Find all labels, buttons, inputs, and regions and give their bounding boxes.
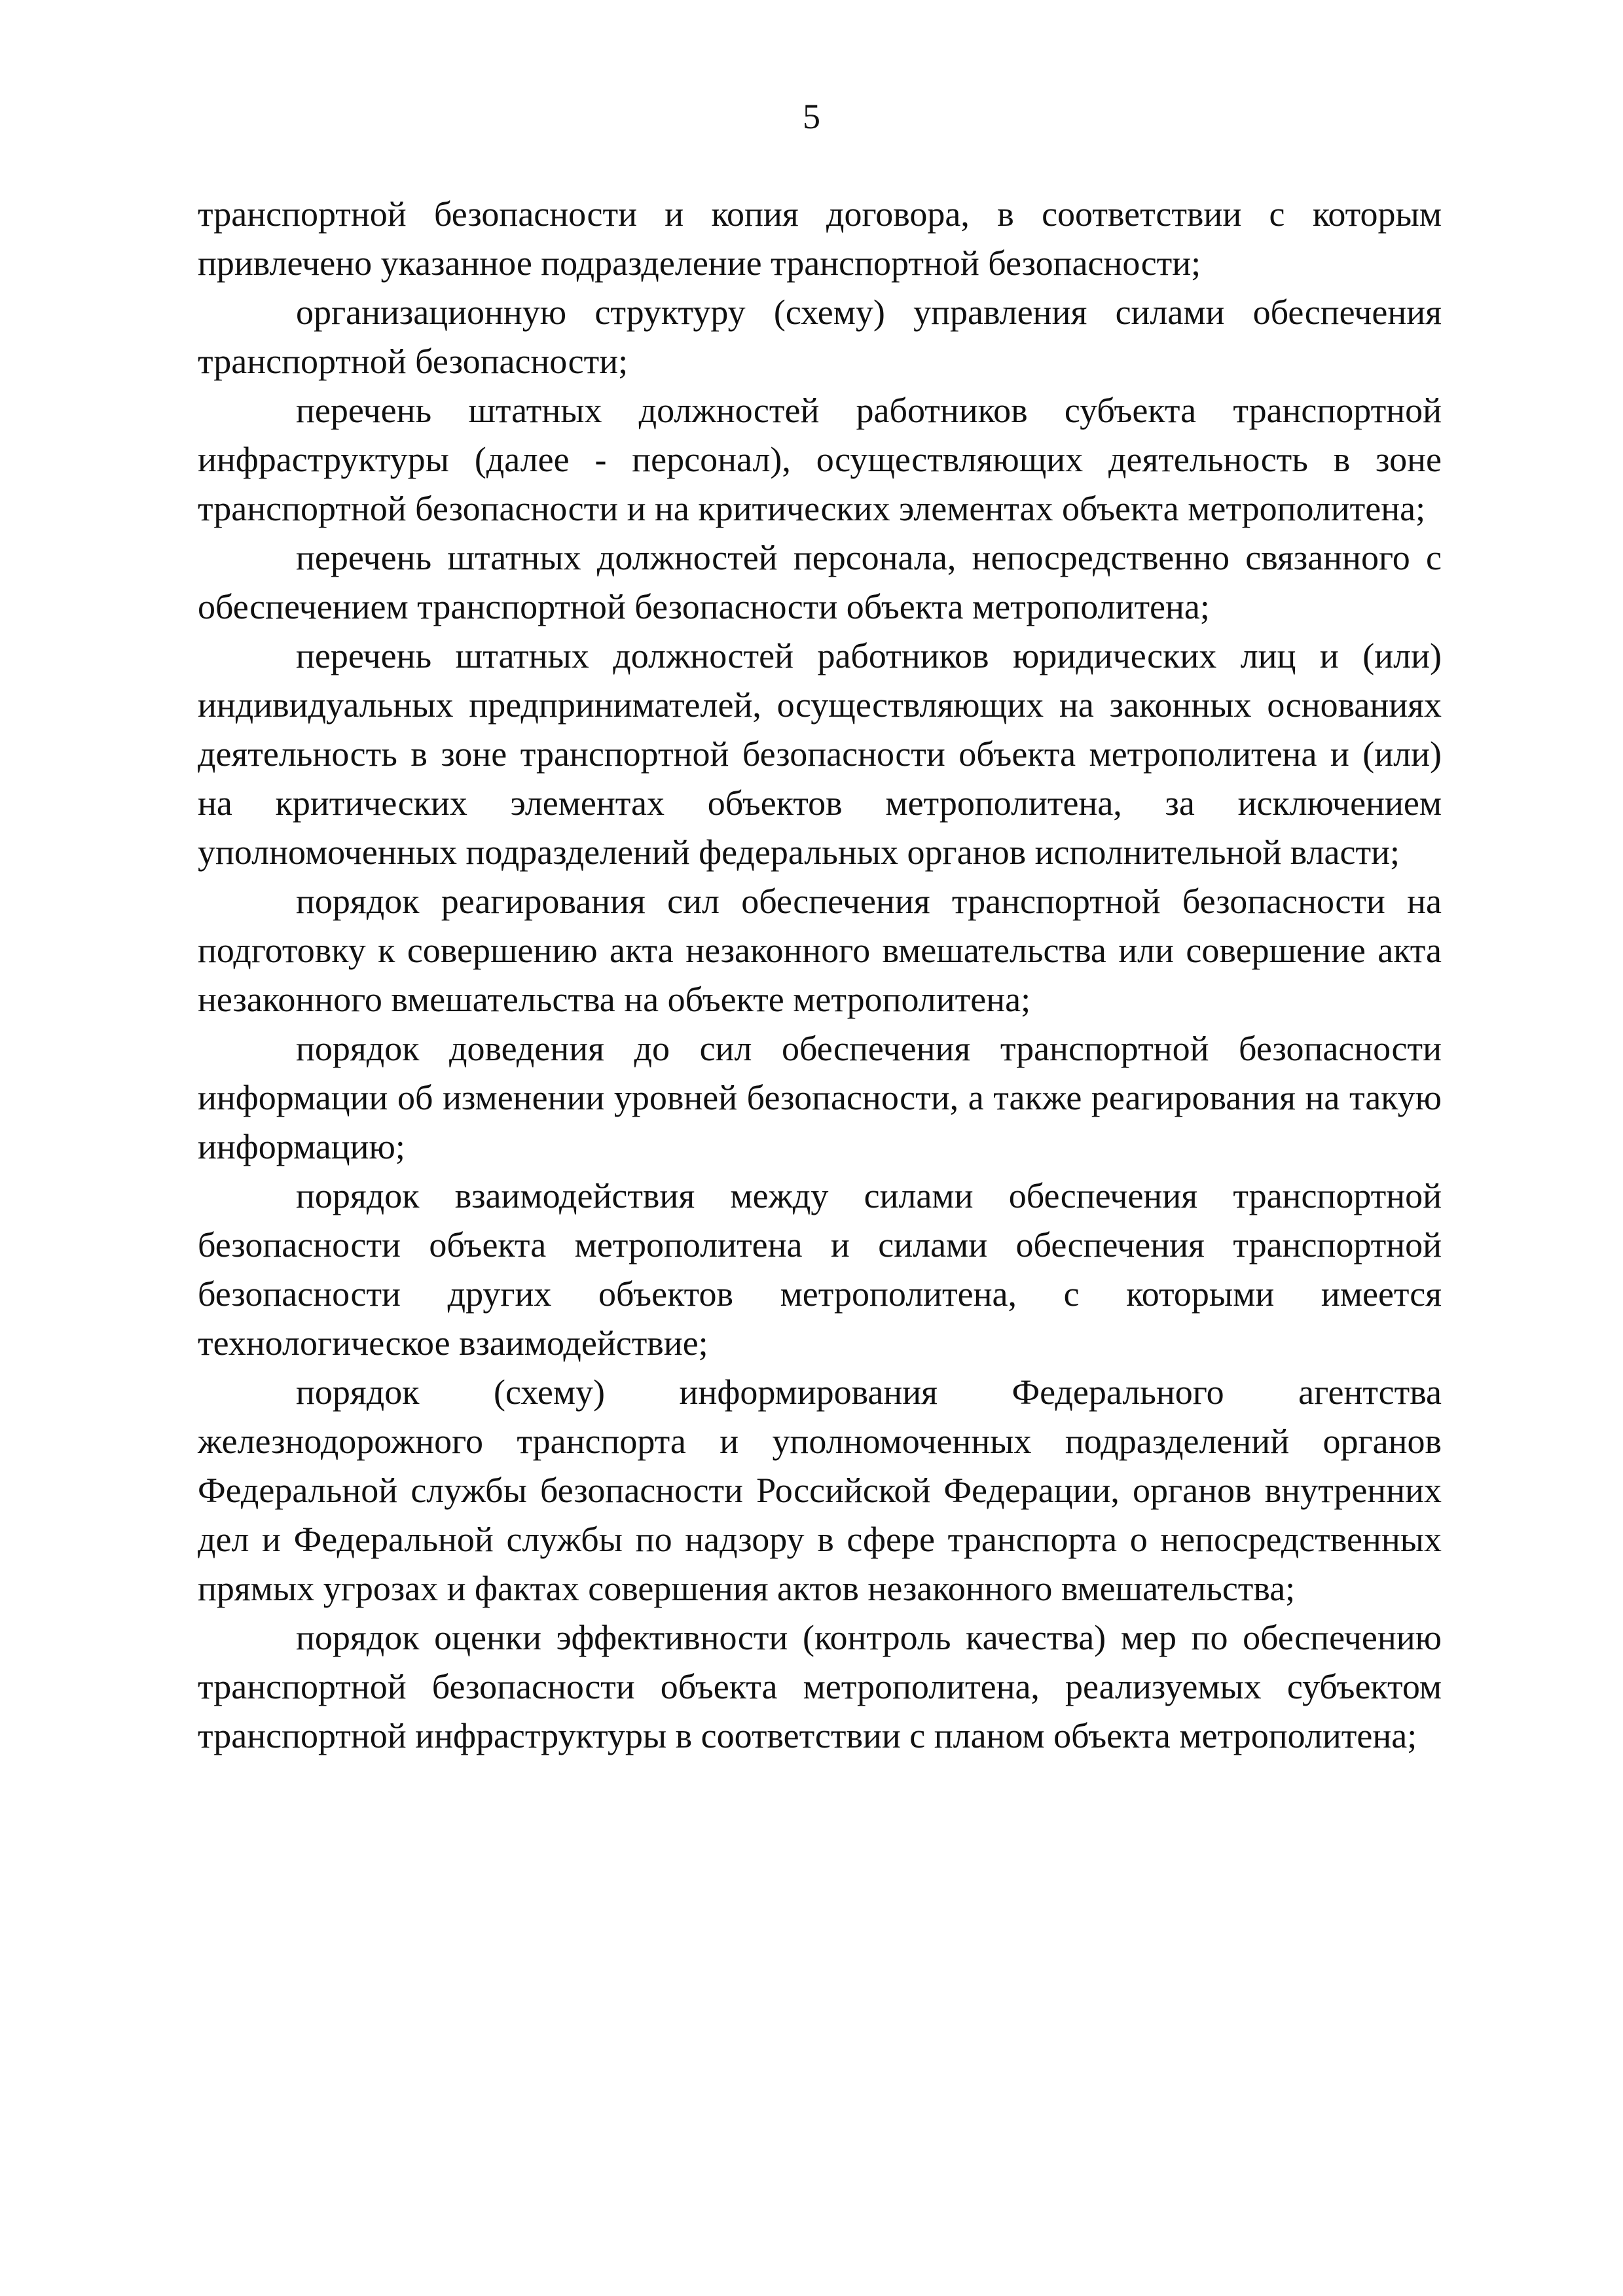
paragraph: перечень штатных должностей работников юридических лиц и (или) индивидуальных предпринимателей, осуществляющих на законных основаниях деятельность в зоне транспортной безопасности объекта метрополитена и (или) на критических элементах объектов метрополитена, за исключением уполномоченных подразделений федеральных органов исполнительной власти; <box>198 636 1442 872</box>
paragraph: порядок (схему) информирования Федерального агентства железнодорожного транспорта и уполномоченных подразделений органов Федеральной службы безопасности Российской Федерации, органов внутренних дел и Федеральной службы по надзору в сфере транспорта о непосредственных прямых угрозах и фактах совершения актов незаконного вмешательства; <box>198 1372 1442 1608</box>
paragraph: организационную структуру (схему) управления силами обеспечения транспортной безопасности; <box>198 293 1442 381</box>
paragraph: порядок оценки эффективности (контроль качества) мер по обеспечению транспортной безопасности объекта метрополитена, реализуемых субъектом транспортной инфраструктуры в соответствии с планом объекта метрополитена; <box>198 1618 1442 1755</box>
paragraph: порядок взаимодействия между силами обеспечения транспортной безопасности объекта метрополитена и силами обеспечения транспортной безопасности других объектов метрополитена, с которыми имеется технологическое взаимодействие; <box>198 1176 1442 1363</box>
paragraph: порядок реагирования сил обеспечения транспортной безопасности на подготовку к совершению акта незаконного вмешательства или совершение акта незаконного вмешательства на объекте метрополитена; <box>198 882 1442 1019</box>
paragraph: порядок доведения до сил обеспечения транспортной безопасности информации об изменении уровней безопасности, а также реагирования на такую информацию; <box>198 1029 1442 1166</box>
document-body <box>198 190 1442 1761</box>
paragraph: перечень штатных должностей работников субъекта транспортной инфраструктуры (далее - персонал), осуществляющих деятельность в зоне транспортной безопасности и на критических элементах объекта метрополитена; <box>198 391 1442 528</box>
paragraph: перечень штатных должностей персонала, непосредственно связанного с обеспечением транспортной безопасности объекта метрополитена; <box>198 538 1442 626</box>
paragraph: транспортной безопасности и копия договора, в соответствии с которым привлечено указанное подразделение транспортной безопасности; <box>198 194 1442 283</box>
page-number: 5 <box>803 97 820 136</box>
